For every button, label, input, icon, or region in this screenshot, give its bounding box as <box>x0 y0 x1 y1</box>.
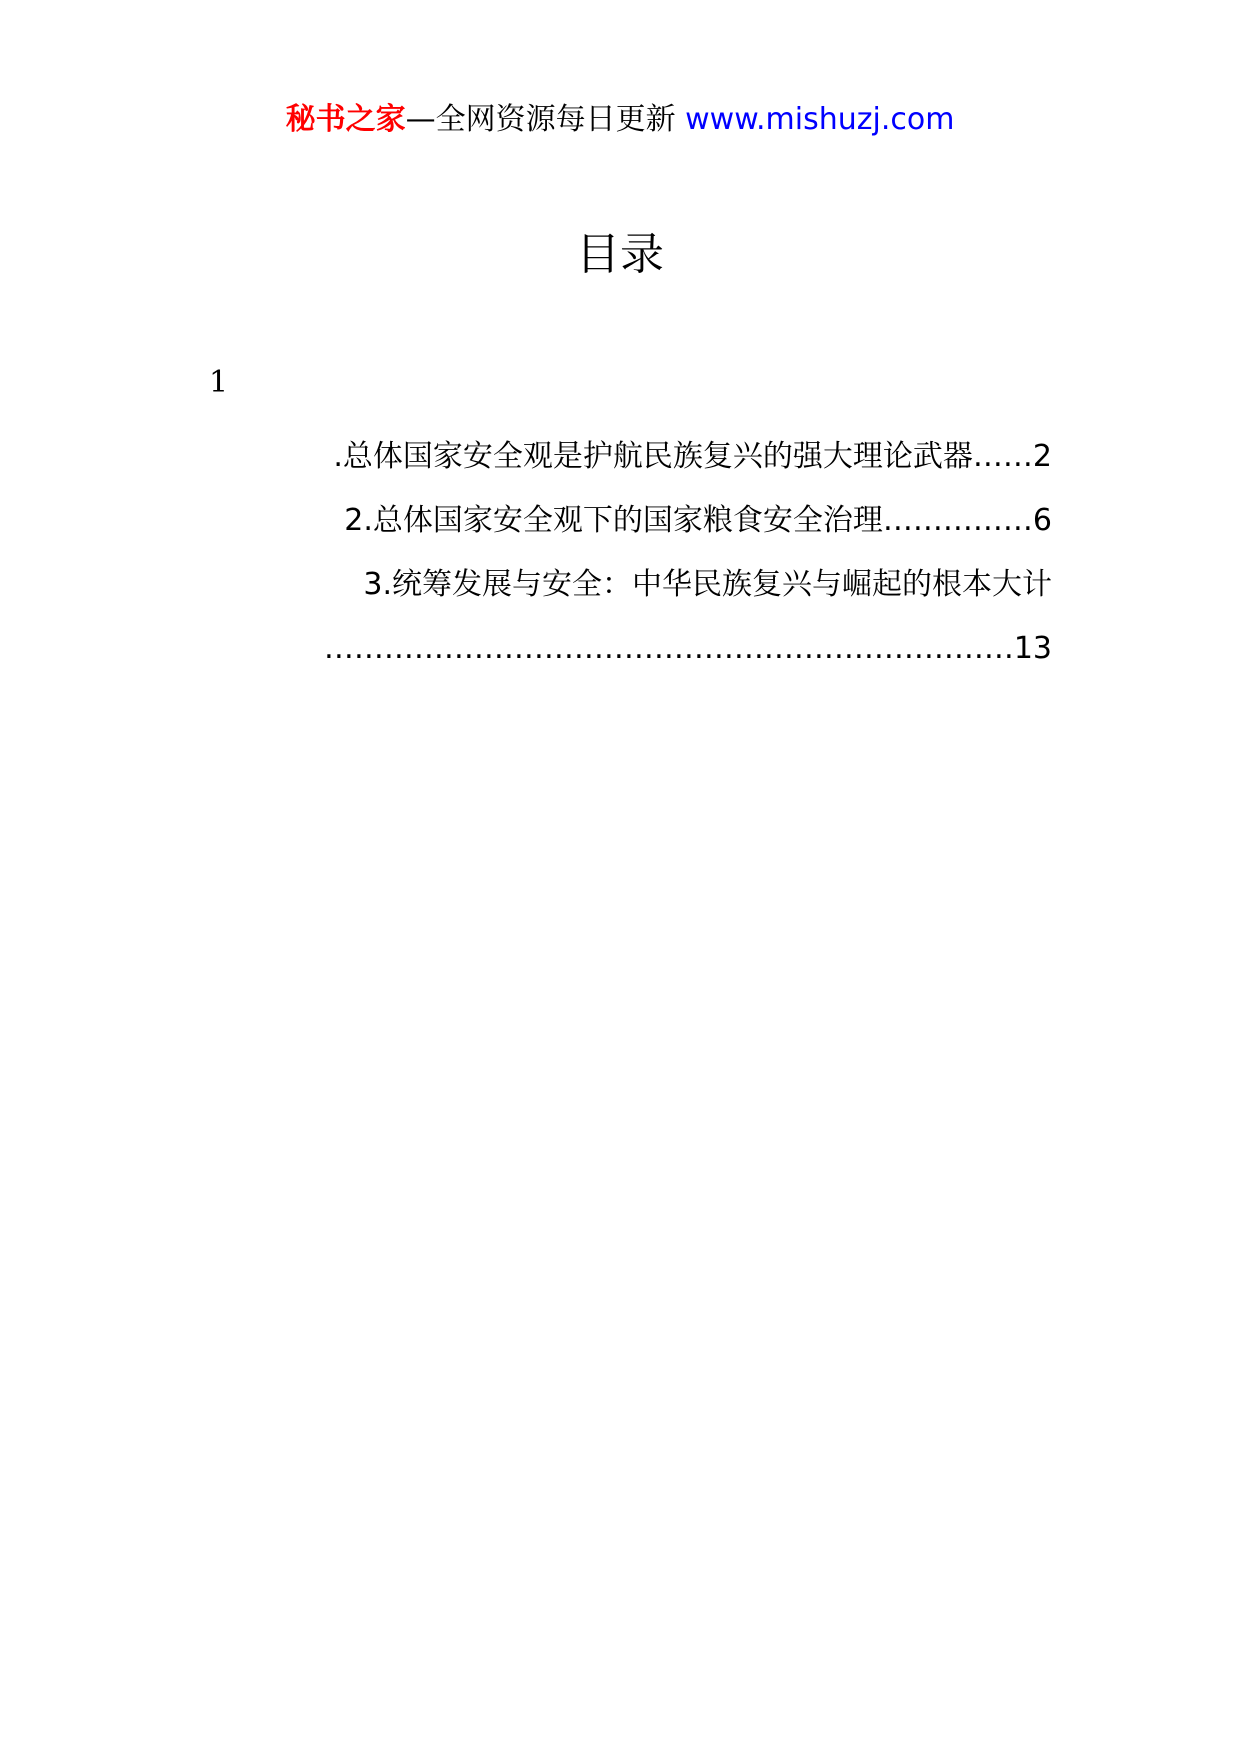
toc-entry-2[interactable] <box>190 489 1052 553</box>
brand-name: 秘书之家 <box>285 102 406 137</box>
header-tagline: —全网资源每日更新 <box>405 102 676 137</box>
toc-entry-title: 3.统筹发展与安全：中华民族复兴与崛起的根本大计 <box>363 567 1052 602</box>
toc-page-number: 6 <box>1032 503 1052 538</box>
toc-page-number: 2 <box>1032 439 1052 474</box>
site-url-link[interactable]: www.mishuzj.com <box>685 102 955 137</box>
table-of-contents <box>190 425 1052 681</box>
page-header <box>0 100 1240 140</box>
toc-entry-1[interactable] <box>190 425 1052 489</box>
toc-leader-dots: …… <box>972 439 1033 474</box>
toc-entry-title: 2.总体国家安全观下的国家粮食安全治理 <box>344 503 883 538</box>
toc-entry-3-continuation[interactable] <box>190 617 1052 681</box>
toc-leader-dots: …………… <box>882 503 1033 538</box>
toc-leader-dots: …………………………………………………………… <box>323 631 1014 666</box>
page-title: 目录 <box>576 229 664 280</box>
stray-number: 1 <box>209 365 229 400</box>
toc-entry-title: .总体国家安全观是护航民族复兴的强大理论武器 <box>333 439 973 474</box>
toc-entry-3[interactable] <box>190 553 1052 617</box>
toc-page-number: 13 <box>1013 631 1052 666</box>
